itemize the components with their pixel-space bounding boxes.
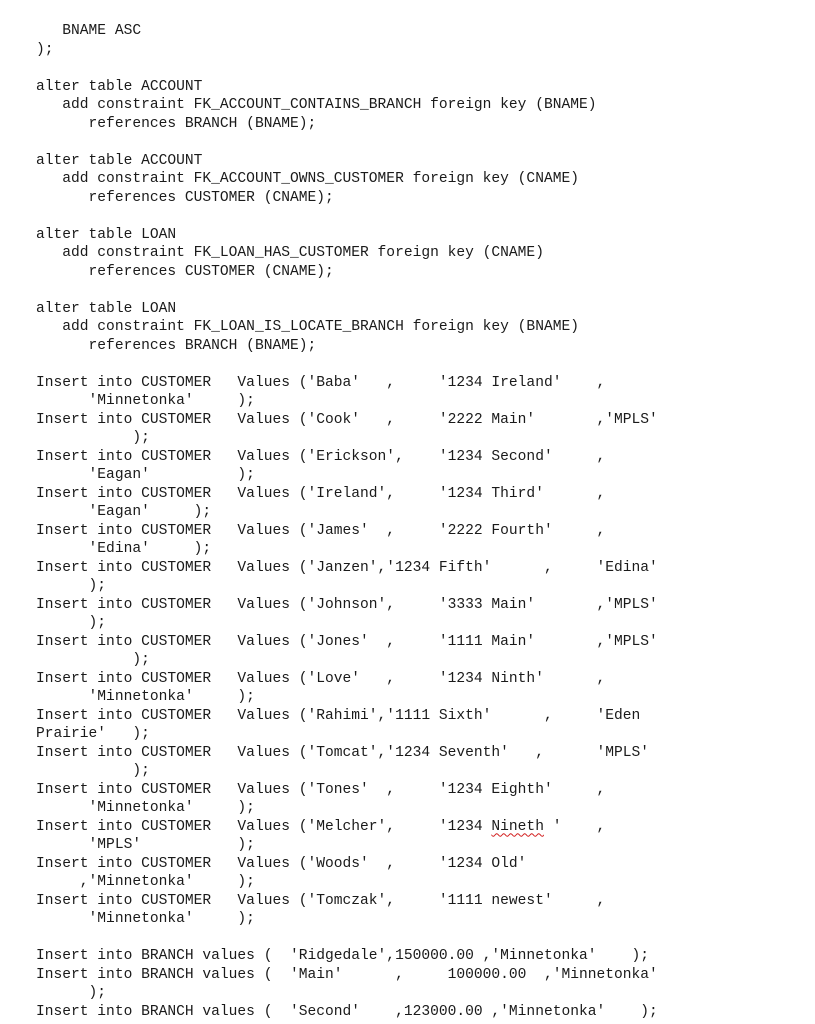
code-line: Insert into CUSTOMER Values ('Tomcat','1234 Seventh' , 'MPLS' xyxy=(36,744,650,761)
code-line: 'MPLS' ); xyxy=(36,837,255,853)
code-line: alter table LOAN xyxy=(36,226,177,243)
code-line: Insert into CUSTOMER Values ('James' , '2222 Fourth' , xyxy=(36,522,606,539)
code-line: ); xyxy=(36,615,107,631)
code-line: Insert into CUSTOMER Values ('Tomczak', '1111 newest' , xyxy=(36,892,606,909)
sql-code-block xyxy=(36,22,796,1021)
code-line: add constraint FK_LOAN_HAS_CUSTOMER foreign key (CNAME) xyxy=(36,245,544,261)
code-line: 'Minnetonka' ); xyxy=(36,393,255,409)
code-line: Insert into CUSTOMER Values ('Tones' , '1234 Eighth' , xyxy=(36,781,606,798)
code-line: references CUSTOMER (CNAME); xyxy=(36,263,334,280)
code-line: 'Eagan' ); xyxy=(36,504,212,520)
code-line: 'Minnetonka' ); xyxy=(36,911,255,927)
code-line: ); xyxy=(36,985,107,1001)
code-line: add constraint FK_LOAN_IS_LOCATE_BRANCH foreign key (BNAME) xyxy=(36,319,579,335)
code-line: 'Minnetonka' ); xyxy=(36,800,255,816)
code-line: Insert into CUSTOMER Values ('Erickson', '1234 Second' , xyxy=(36,448,606,465)
code-line: ); xyxy=(36,41,54,58)
code-line: references BRANCH (BNAME); xyxy=(36,115,317,132)
code-line: Insert into CUSTOMER Values ('Rahimi','1111 Sixth' , 'Eden xyxy=(36,707,641,724)
code-line: Insert into CUSTOMER Values ('Woods' , '1234 Old' xyxy=(36,855,527,872)
code-line: Insert into CUSTOMER Values ('Baba' , '1234 Ireland' , xyxy=(36,374,606,391)
code-line: Insert into CUSTOMER Values ('Cook' , '2222 Main' ,'MPLS' xyxy=(36,411,658,428)
code-line: ,'Minnetonka' ); xyxy=(36,874,255,890)
code-line: 'Eagan' ); xyxy=(36,467,255,483)
spelling-error-mark: Nineth xyxy=(491,818,544,835)
code-line: references BRANCH (BNAME); xyxy=(36,337,317,354)
code-line: 'Minnetonka' ); xyxy=(36,689,255,705)
code-line: 'Edina' ); xyxy=(36,541,212,557)
code-line: add constraint FK_ACCOUNT_CONTAINS_BRANCH foreign key (BNAME) xyxy=(36,97,597,113)
code-line: Insert into CUSTOMER Values ('Janzen','1234 Fifth' , 'Edina' xyxy=(36,559,658,576)
code-line: Insert into CUSTOMER Values ('Melcher', '1234 Nineth ' , xyxy=(36,818,606,835)
code-line: ); xyxy=(36,430,150,446)
code-line: alter table LOAN xyxy=(36,300,177,317)
code-line: Insert into CUSTOMER Values ('Love' , '1234 Ninth' , xyxy=(36,670,606,687)
code-line: Insert into CUSTOMER Values ('Johnson', '3333 Main' ,'MPLS' xyxy=(36,596,658,613)
code-line: ); xyxy=(36,652,150,668)
code-line: alter table ACCOUNT xyxy=(36,78,203,95)
code-line: Insert into CUSTOMER Values ('Ireland', '1234 Third' , xyxy=(36,485,606,502)
code-line: alter table ACCOUNT xyxy=(36,152,203,169)
code-line: ); xyxy=(36,763,150,779)
code-line: Insert into CUSTOMER Values ('Jones' , '1111 Main' ,'MPLS' xyxy=(36,633,658,650)
document-page xyxy=(36,22,796,1022)
code-line: Insert into BRANCH values ( 'Second' ,123000.00 ,'Minnetonka' ); xyxy=(36,1003,658,1020)
code-line: Insert into BRANCH values ( 'Main' , 100000.00 ,'Minnetonka' xyxy=(36,966,658,983)
code-line: Prairie' ); xyxy=(36,726,150,742)
code-line: add constraint FK_ACCOUNT_OWNS_CUSTOMER foreign key (CNAME) xyxy=(36,171,579,187)
code-line: references CUSTOMER (CNAME); xyxy=(36,189,334,206)
code-line: Insert into BRANCH values ( 'Ridgedale',150000.00 ,'Minnetonka' ); xyxy=(36,948,650,964)
code-line: BNAME ASC xyxy=(36,23,142,39)
code-line: ); xyxy=(36,578,107,594)
